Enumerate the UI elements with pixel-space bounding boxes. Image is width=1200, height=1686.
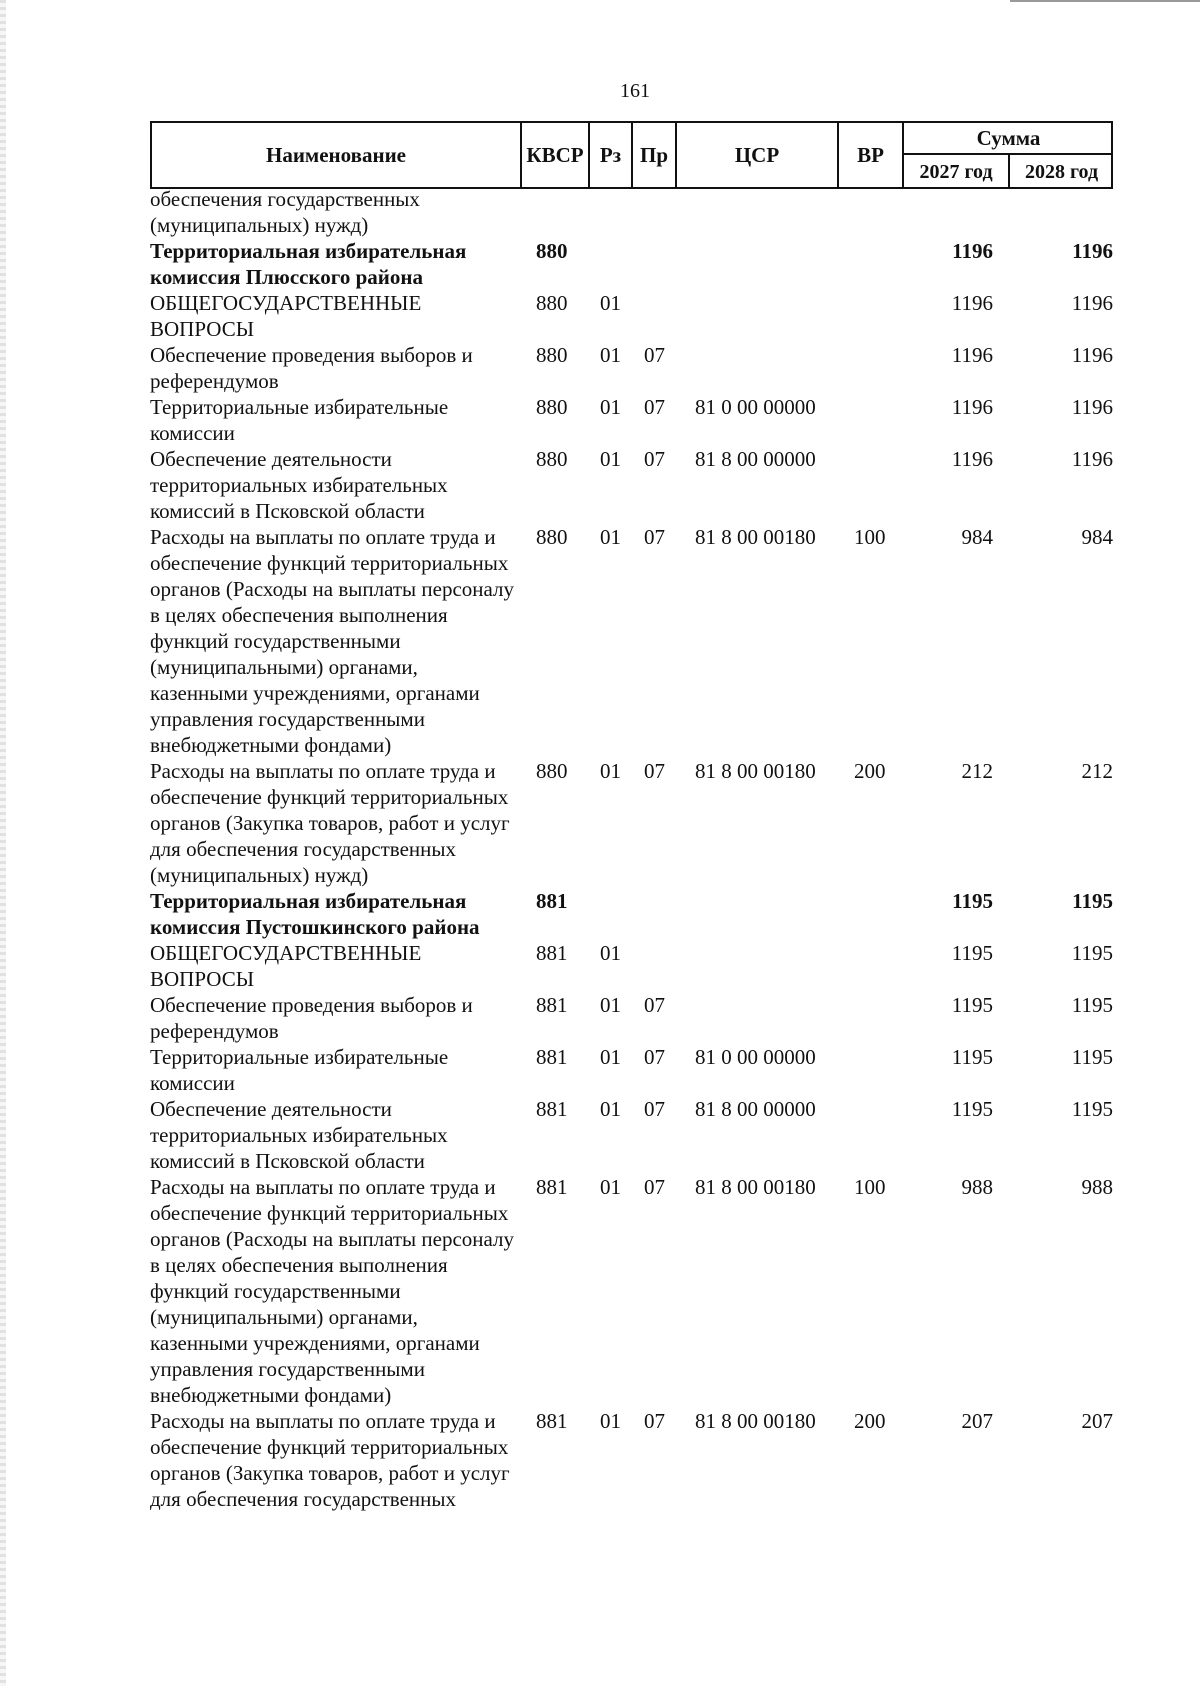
- table-row: [150, 1096, 1113, 1174]
- cell-sum-2027: 212: [961, 759, 993, 783]
- cell-rz: 01: [600, 395, 621, 419]
- cell-sum-2028: 988: [1081, 1175, 1113, 1199]
- table-row: [150, 446, 1113, 524]
- cell-kvsr: 881: [536, 1409, 568, 1433]
- cell-name: Территориальная избирательная комиссия Плюсского района: [150, 239, 467, 289]
- cell-name: Расходы на выплаты по оплате труда и обеспечение функций территориальных органов (Закупка товаров, работ и услуг для обеспечения государственных: [150, 1409, 510, 1511]
- table-row: [150, 940, 1113, 992]
- cell-vr: 200: [854, 1409, 886, 1433]
- cell-name: Обеспечение деятельности территориальных избирательных комиссий в Псковской области: [150, 1097, 448, 1173]
- cell-rz: 01: [600, 759, 621, 783]
- cell-sum-2027: 207: [961, 1409, 993, 1433]
- cell-rz: 01: [600, 291, 621, 315]
- cell-kvsr: 880: [536, 395, 568, 419]
- cell-kvsr: 880: [536, 759, 568, 783]
- cell-sum-2027: 1196: [951, 291, 993, 315]
- cell-sum-2027: 1196: [951, 395, 993, 419]
- cell-sum-2027: 1196: [952, 239, 993, 263]
- header-name: Наименование: [152, 123, 522, 187]
- table-row: [150, 1044, 1113, 1096]
- cell-name: Территориальная избирательная комиссия Пустошкинского района: [150, 889, 480, 939]
- cell-vr: 100: [854, 1175, 886, 1199]
- cell-kvsr: 880: [536, 525, 568, 549]
- cell-kvsr: 881: [536, 1045, 568, 1069]
- cell-vr: 100: [854, 525, 886, 549]
- cell-name: Расходы на выплаты по оплате труда и обеспечение функций территориальных органов (Расходы на выплаты персоналу в целях обеспечения выполнения функций государственными (муниципальными) органами, казенными учреждениями, органами управления государственными внебюджетными фондами): [150, 525, 514, 757]
- cell-pr: 07: [644, 395, 665, 419]
- cell-csr: 81 8 00 00180: [695, 1409, 816, 1433]
- table-row: [150, 524, 1113, 758]
- cell-sum-2028: 212: [1081, 759, 1113, 783]
- cell-sum-2028: 1196: [1071, 343, 1113, 367]
- cell-pr: 07: [644, 447, 665, 471]
- cell-sum-2027: 1196: [951, 343, 993, 367]
- header-sum: Сумма: [904, 123, 1113, 155]
- cell-name: Территориальные избирательные комиссии: [150, 1045, 449, 1095]
- cell-name: ОБЩЕГОСУДАРСТВЕННЫЕ ВОПРОСЫ: [150, 941, 422, 991]
- cell-sum-2028: 1195: [1071, 1045, 1113, 1069]
- table-row: [150, 758, 1113, 888]
- cell-kvsr: 881: [536, 1175, 568, 1199]
- table-row: [150, 1174, 1113, 1408]
- cell-sum-2028: 1195: [1071, 993, 1113, 1017]
- cell-sum-2027: 1196: [951, 447, 993, 471]
- cell-name: Расходы на выплаты по оплате труда и обеспечение функций территориальных органов (Закупка товаров, работ и услуг для обеспечения государственных (муниципальных) нужд): [150, 759, 510, 887]
- cell-rz: 01: [600, 1175, 621, 1199]
- cell-kvsr: 881: [536, 889, 568, 913]
- table-row: [150, 394, 1113, 446]
- cell-rz: 01: [600, 941, 621, 965]
- cell-pr: 07: [644, 343, 665, 367]
- table-row: [150, 290, 1113, 342]
- cell-sum-2028: 1196: [1071, 447, 1113, 471]
- cell-name: Обеспечение проведения выборов и референдумов: [150, 993, 473, 1043]
- header-vr: ВР: [839, 123, 904, 187]
- header-pr: Пр: [633, 123, 677, 187]
- cell-csr: 81 8 00 00000: [695, 1097, 816, 1121]
- header-csr: ЦСР: [677, 123, 839, 187]
- cell-csr: 81 8 00 00180: [695, 525, 816, 549]
- cell-rz: 01: [600, 447, 621, 471]
- cell-sum-2028: 1195: [1071, 941, 1113, 965]
- cell-rz: 01: [600, 1097, 621, 1121]
- header-year-2028: 2028 год: [1024, 160, 1099, 183]
- cell-csr: 81 0 00 00000: [695, 1045, 816, 1069]
- cell-name: ОБЩЕГОСУДАРСТВЕННЫЕ ВОПРОСЫ: [150, 291, 422, 341]
- cell-sum-2027: 1195: [952, 889, 993, 913]
- header-year-2027: 2027 год: [904, 155, 1010, 189]
- cell-csr: 81 8 00 00000: [695, 447, 816, 471]
- cell-sum-2028: 1196: [1072, 239, 1113, 263]
- cell-kvsr: 880: [536, 343, 568, 367]
- table-row: [150, 1408, 1113, 1512]
- cell-csr: 81 8 00 00180: [695, 1175, 816, 1199]
- table-row: [150, 342, 1113, 394]
- cell-name: обеспечения государственных (муниципальных) нужд): [150, 187, 420, 237]
- cell-rz: 01: [600, 525, 621, 549]
- cell-vr: 200: [854, 759, 886, 783]
- cell-csr: 81 8 00 00180: [695, 759, 816, 783]
- cell-sum-2028: 207: [1081, 1409, 1113, 1433]
- table-row: [150, 186, 1113, 238]
- cell-kvsr: 881: [536, 1097, 568, 1121]
- cell-pr: 07: [644, 1097, 665, 1121]
- table-body: [150, 186, 1113, 1512]
- cell-pr: 07: [644, 1409, 665, 1433]
- cell-sum-2028: 1195: [1072, 889, 1113, 913]
- cell-name: Территориальные избирательные комиссии: [150, 395, 449, 445]
- cell-pr: 07: [644, 525, 665, 549]
- header-sum-group: [904, 123, 1113, 187]
- cell-rz: 01: [600, 1409, 621, 1433]
- cell-sum-2027: 988: [961, 1175, 993, 1199]
- cell-sum-2028: 1196: [1071, 291, 1113, 315]
- header-kvsr: КВСР: [522, 123, 590, 187]
- table-row: [150, 888, 1113, 940]
- cell-kvsr: 881: [536, 993, 568, 1017]
- page-number: 161: [620, 80, 650, 102]
- cell-name: Расходы на выплаты по оплате труда и обеспечение функций территориальных органов (Расходы на выплаты персоналу в целях обеспечения выполнения функций государственными (муниципальными) органами, казенными учреждениями, органами управления государственными внебюджетными фондами): [150, 1175, 514, 1407]
- cell-csr: 81 0 00 00000: [695, 395, 816, 419]
- cell-name: Обеспечение деятельности территориальных избирательных комиссий в Псковской области: [150, 447, 448, 523]
- cell-kvsr: 881: [536, 941, 568, 965]
- cell-sum-2027: 1195: [951, 993, 993, 1017]
- cell-sum-2027: 984: [961, 525, 993, 549]
- table-row: [150, 992, 1113, 1044]
- cell-sum-2027: 1195: [951, 1097, 993, 1121]
- cell-name: Обеспечение проведения выборов и референдумов: [150, 343, 473, 393]
- cell-sum-2027: 1195: [951, 941, 993, 965]
- cell-sum-2028: 1196: [1071, 395, 1113, 419]
- cell-sum-2028: 984: [1081, 525, 1113, 549]
- cell-kvsr: 880: [536, 291, 568, 315]
- cell-kvsr: 880: [536, 447, 568, 471]
- cell-pr: 07: [644, 1045, 665, 1069]
- cell-pr: 07: [644, 1175, 665, 1199]
- scan-edge-top: [1010, 0, 1200, 2]
- cell-kvsr: 880: [536, 239, 568, 263]
- cell-rz: 01: [600, 343, 621, 367]
- scan-edge-left: [0, 0, 6, 1686]
- cell-rz: 01: [600, 1045, 621, 1069]
- header-rz: Рз: [590, 123, 633, 187]
- cell-pr: 07: [644, 993, 665, 1017]
- cell-sum-2027: 1195: [951, 1045, 993, 1069]
- table-row: [150, 238, 1113, 290]
- table-header: [150, 121, 1113, 189]
- cell-rz: 01: [600, 993, 621, 1017]
- cell-pr: 07: [644, 759, 665, 783]
- cell-sum-2028: 1195: [1071, 1097, 1113, 1121]
